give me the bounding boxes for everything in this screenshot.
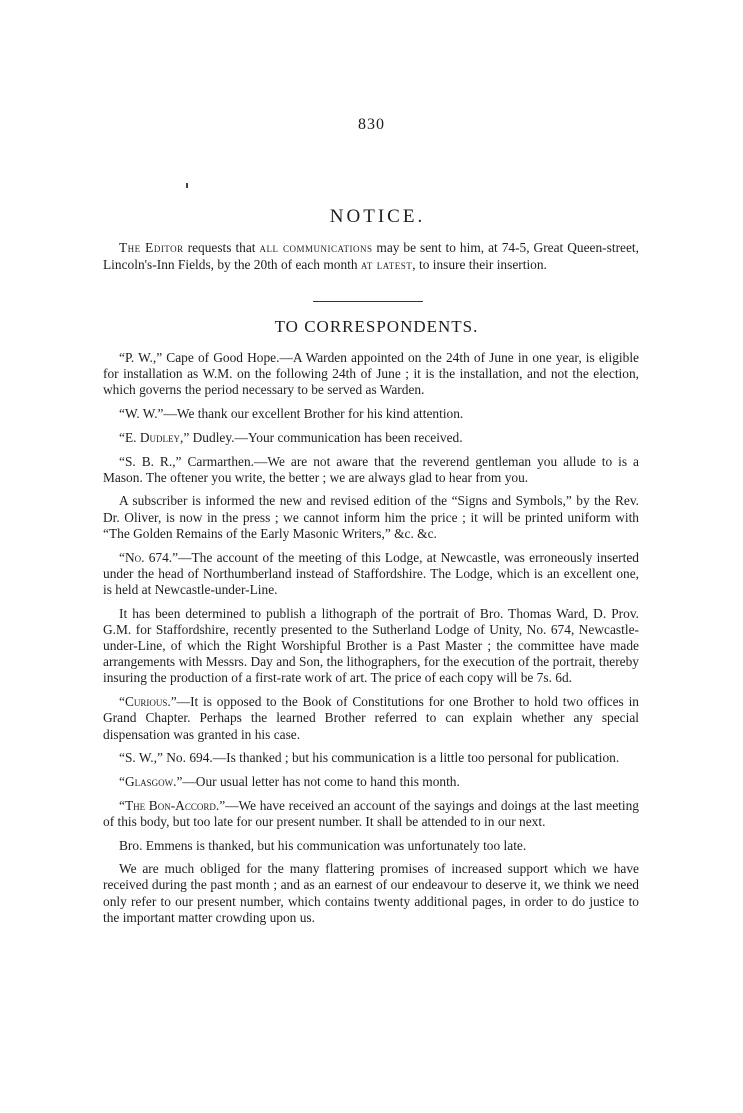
entry-lead: “Glasgow.”: [119, 773, 183, 789]
notice-heading: NOTICE.: [329, 206, 426, 227]
page-number: 830: [358, 116, 385, 133]
entry-lead: “E. Dudley,”: [119, 429, 190, 445]
entry-lead: “Curious.”: [119, 694, 177, 710]
entry-text: A subscriber is informed the new and revised edition of the “Signs and Symbols,” by the Rev. Dr. Oliver, is now in the press ; we cannot inform him the price ; it will be printed uniform with “The Golden Remains of the Early Masonic Writers,” &c. &c.: [103, 493, 639, 541]
notice-at-latest: at latest: [360, 256, 413, 272]
correspondent-entry-curious: [103, 694, 639, 743]
entry-text: No. 694.—Is thanked ; but his communication is a little too personal for publication.: [162, 750, 620, 766]
correspondent-entry-emmens: [103, 838, 639, 854]
notice-requests: requests that: [183, 240, 260, 255]
entry-lead: “S. B. R.,”: [119, 453, 182, 469]
correspondent-entry-sbr: [103, 454, 639, 486]
ink-speck: [186, 183, 188, 188]
entry-text: —The account of the meeting of this Lodge, at Newcastle, was erroneously inserted under the head of Northumberland instead of Staffordshire. The Lodge, which is an excellent one, is held at Newcastle-under-Line.: [103, 549, 639, 597]
entry-text: Dudley.—Your communication has been received.: [189, 429, 463, 445]
correspondent-entry-no674: [103, 550, 639, 599]
entry-lead: “W. W.”: [119, 406, 164, 422]
notice-body: [103, 240, 639, 273]
correspondent-entry-glasgow: [103, 774, 639, 790]
correspondent-entry-sw: [103, 750, 639, 766]
section-divider: [313, 301, 423, 302]
entry-lead: “The Bon-Accord.”: [119, 797, 226, 813]
correspondent-entry-bon-accord: [103, 798, 639, 830]
correspondent-entry-thanks: [103, 861, 639, 926]
entry-lead: “No. 674.”: [119, 549, 179, 565]
entry-lead: “P. W.,”: [119, 350, 163, 365]
correspondents-heading: TO CORRESPONDENTS.: [274, 317, 479, 336]
correspondent-entry-lithograph: [103, 606, 639, 687]
correspondent-entry-dudley: [103, 430, 639, 446]
correspondent-entry-subscriber: [103, 493, 639, 542]
entry-text: Bro. Emmens is thanked, but his communication was unfortunately too late.: [119, 837, 527, 853]
entry-text: We are much obliged for the many flattering promises of increased support which we have received during the past month ; and as an earnest of our endeavour to deserve it, we think we need only refer to our present number, which contains twenty additional pages, in order to do justice to the important matter crowding upon us.: [103, 861, 639, 925]
notice-address: may be sent to him, at 74-5, Great Queen-street, Lincoln's-Inn Fields, by the 20th of each month: [103, 240, 639, 272]
notice-editor: The Editor: [119, 240, 184, 255]
entry-text: —Our usual letter has not come to hand this month.: [182, 773, 460, 789]
correspondent-entry-pw: [103, 350, 639, 399]
correspondent-entry-ww: [103, 406, 639, 422]
entry-text: Carmarthen.—We are not aware that the reverend gentleman you allude to is a Mason. The oftener you write, the better ; we are always glad to hear from you.: [103, 453, 639, 485]
notice-all-communications: all communications: [259, 240, 373, 255]
entry-text: —We thank our excellent Brother for his kind attention.: [163, 406, 464, 422]
entry-text: Cape of Good Hope.—A Warden appointed on the 24th of June in one year, is eligible for installation as W.M. on the following 24th of June ; it is the installation, and not the election, which governs the period necessary to be served as Warden.: [103, 350, 639, 398]
notice-tail: , to insure their insertion.: [412, 256, 547, 272]
entry-text: —We have received an account of the sayings and doings at the last meeting of this body, but too late for our present number. It shall be attended to in our next.: [103, 797, 639, 829]
entry-lead: “S. W.,”: [119, 750, 163, 766]
entry-text: It has been determined to publish a lithograph of the portrait of Bro. Thomas Ward, D. Prov. G.M. for Staffordshire, recently presented to the Sutherland Lodge of Unity, No. 674, Newcastle-under-Line, of which the Right Worshipful Brother is a Past Master ; the committee have made arrangements with Messrs. Day and Son, the lithographers, for the execution of the portrait, thereby insuring the production of a first-rate work of art. The price of each copy will be 7s. 6d.: [103, 605, 639, 686]
correspondents-list: [103, 350, 639, 934]
entry-text: —It is opposed to the Book of Constitutions for one Brother to hold two offices in Grand Chapter. Perhaps the learned Brother referred to can explain whether any special dispensation was granted in his case.: [103, 694, 639, 742]
